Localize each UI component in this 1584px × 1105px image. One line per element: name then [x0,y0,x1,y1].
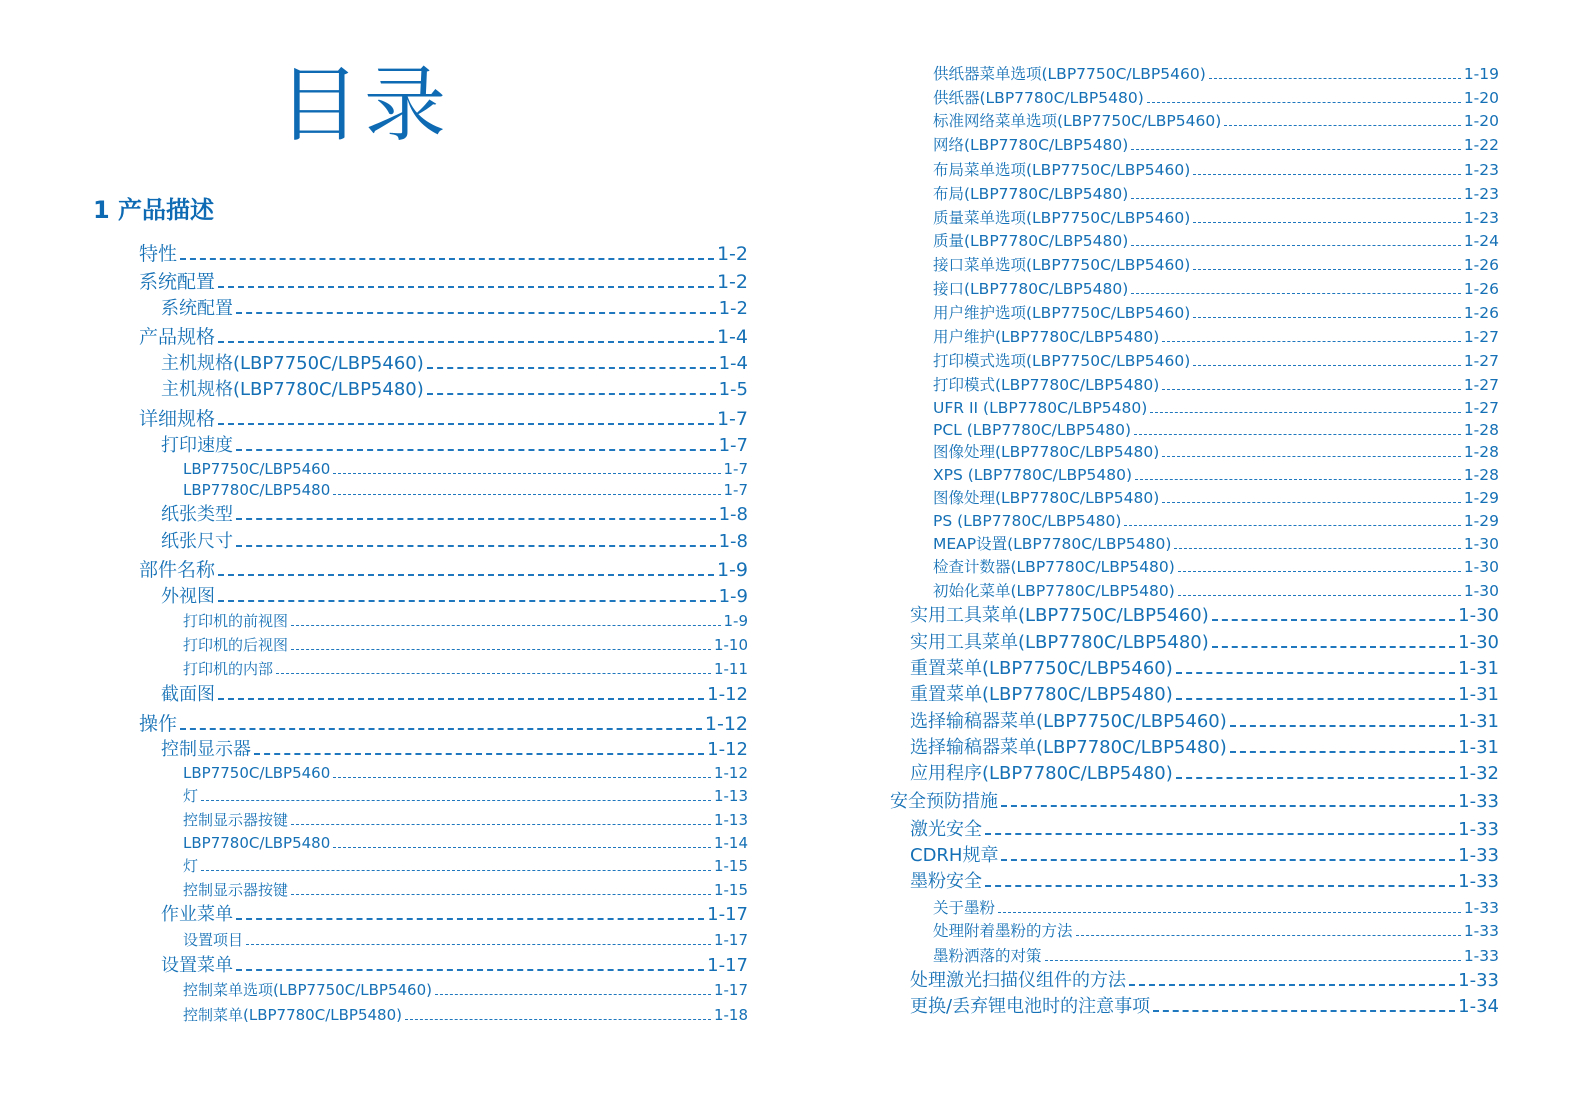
toc-leader-dots [218,574,714,576]
toc-leader-dots [1001,805,1455,807]
toc-entry[interactable] [933,920,1499,942]
toc-entry-title: 激光安全 [910,819,982,840]
toc-entry[interactable] [933,441,1499,463]
toc-entry-title: 操作 [139,713,178,735]
toc-leader-dots [291,625,720,626]
toc-entry-title: PCL (LBP7780C/LBP5480) [933,421,1131,439]
toc-entry-page: 1-33 [1458,791,1499,812]
toc-entry-page: 1-22 [1463,136,1499,154]
toc-leader-dots [1212,646,1455,648]
toc-leader-dots [333,494,720,495]
toc-entry[interactable] [933,230,1499,252]
toc-leader-dots [427,367,716,369]
toc-entry[interactable] [139,241,748,267]
toc-leader-dots [1150,412,1461,413]
toc-leader-dots [1147,102,1461,103]
toc-entry-title: 详细规格 [139,408,216,430]
toc-leader-dots [1176,698,1455,700]
toc-leader-dots [1176,672,1455,674]
toc-entry-title: 设置项目 [183,931,244,949]
toc-entry-title: 部件名称 [139,559,216,581]
toc-entry-page: 1-12 [707,739,748,760]
toc-entry-title: 选择输稿器菜单(LBP7750C/LBP5460) [910,711,1227,732]
toc-leader-dots [985,833,1455,835]
toc-entry-title: 截面图 [161,684,215,705]
toc-entry[interactable] [933,556,1499,578]
toc-entry-title: 打印速度 [161,435,233,456]
toc-leader-dots [291,824,711,825]
toc-leader-dots [218,698,704,700]
toc-leader-dots [427,393,716,395]
toc-entry-title: 初始化菜单(LBP7780C/LBP5480) [933,582,1175,600]
toc-entry-title: 供纸器菜单选项(LBP7750C/LBP5460) [933,65,1206,83]
toc-entry-page: 1-10 [713,636,748,654]
toc-leader-dots [1162,456,1461,457]
toc-entry-title: 主机规格(LBP7750C/LBP5460) [161,353,424,374]
toc-entry[interactable] [161,297,748,321]
toc-entry[interactable] [139,711,748,737]
toc-entry[interactable] [161,378,748,402]
toc-entry[interactable] [910,683,1499,707]
toc-entry-title: CDRH规章 [910,845,999,866]
toc-leader-dots [180,728,702,730]
toc-leader-dots [1209,78,1461,79]
toc-leader-dots [254,753,704,755]
toc-entry-page: 1-2 [716,243,748,265]
toc-entry[interactable] [139,406,748,432]
toc-entry-title: XPS (LBP7780C/LBP5480) [933,466,1132,484]
toc-entry-title: 标准网络菜单选项(LBP7750C/LBP5460) [933,112,1222,130]
toc-entry-page: 1-33 [1458,871,1499,892]
toc-entry-title: LBP7750C/LBP5460 [183,764,331,782]
toc-entry-page: 1-4 [718,353,748,374]
toc-leader-dots [1178,571,1461,572]
toc-leader-dots [333,777,711,778]
toc-entry-page: 1-26 [1463,304,1499,322]
toc-entry[interactable] [161,503,748,527]
toc-entry-page: 1-23 [1463,209,1499,227]
toc-leader-dots [180,258,714,260]
toc-entry-page: 1-27 [1463,328,1499,346]
toc-entry[interactable] [933,302,1499,324]
toc-entry-page: 1-19 [1463,65,1499,83]
toc-entry-page: 1-32 [1458,763,1499,784]
toc-entry-page: 1-17 [713,981,748,999]
toc-entry[interactable] [890,790,1499,814]
toc-entry-page: 1-7 [716,408,748,430]
toc-leader-dots [1162,502,1461,503]
toc-entry-title: 设置菜单 [161,955,233,976]
toc-entry-title: 打印模式选项(LBP7750C/LBP5460) [933,352,1191,370]
toc-entry-page: 1-12 [713,764,748,782]
toc-entry[interactable] [910,969,1499,993]
toc-entry-title: 用户维护(LBP7780C/LBP5480) [933,328,1160,346]
toc-entry[interactable] [933,63,1499,85]
toc-entry[interactable] [161,434,748,458]
toc-leader-dots [1001,859,1455,861]
toc-entry-title: LBP7780C/LBP5480 [183,834,331,852]
toc-entry[interactable] [933,326,1499,348]
toc-entry[interactable] [161,585,748,609]
toc-entry[interactable] [161,352,748,376]
toc-leader-dots [236,518,716,520]
toc-entry-title: 控制菜单选项(LBP7750C/LBP5460) [183,981,432,999]
toc-entry-title: 关于墨粉 [933,899,996,917]
toc-leader-dots [236,312,716,314]
toc-entry-title: 接口(LBP7780C/LBP5480) [933,280,1129,298]
toc-entry-page: 1-12 [707,684,748,705]
toc-entry-title: 处理附着墨粉的方法 [933,922,1073,940]
toc-entry[interactable] [183,856,748,877]
toc-entry[interactable] [933,183,1499,205]
toc-entry-page: 1-17 [713,931,748,949]
toc-entry[interactable] [910,762,1499,786]
toc-leader-dots [1176,777,1455,779]
toc-entry-page: 1-33 [1463,922,1499,940]
toc-entry[interactable] [933,254,1499,276]
toc-entry[interactable] [183,763,748,784]
page-title: 目录 [278,58,451,153]
toc-entry-title: 选择输稿器菜单(LBP7780C/LBP5480) [910,737,1227,758]
toc-entry-page: 1-30 [1463,582,1499,600]
toc-entry-page: 1-31 [1458,711,1499,732]
toc-leader-dots [236,449,716,451]
toc-entry-page: 1-24 [1463,232,1499,250]
toc-entry-page: 1-28 [1463,466,1499,484]
toc-entry-page: 1-7 [723,460,748,478]
toc-entry-title: 系统配置 [161,298,233,319]
toc-entry-page: 1-31 [1458,684,1499,705]
toc-entry[interactable] [910,995,1499,1019]
toc-entry-title: 用户维护选项(LBP7750C/LBP5460) [933,304,1191,322]
toc-leader-dots [1212,619,1455,621]
toc-entry-title: 接口菜单选项(LBP7750C/LBP5460) [933,256,1191,274]
toc-entry-title: 布局(LBP7780C/LBP5480) [933,185,1129,203]
toc-leader-dots [1193,222,1461,223]
toc-entry-title: 特性 [139,243,178,265]
toc-leader-dots [1129,984,1455,986]
toc-entry-title: PS (LBP7780C/LBP5480) [933,512,1122,530]
toc-leader-dots [1193,174,1461,175]
toc-entry[interactable] [910,604,1499,628]
toc-entry-title: 系统配置 [139,271,216,293]
toc-entry[interactable] [933,945,1499,967]
toc-entry[interactable] [183,980,748,1001]
toc-entry-page: 1-20 [1463,89,1499,107]
toc-leader-dots [201,870,711,871]
toc-leader-dots [201,800,711,801]
toc-entry-title: 质量菜单选项(LBP7750C/LBP5460) [933,209,1191,227]
toc-entry[interactable] [161,954,748,978]
toc-entry-title: 外视图 [161,586,215,607]
toc-entry-page: 1-11 [713,660,748,678]
toc-entry-page: 1-29 [1463,512,1499,530]
toc-entry-title: 打印机的后视图 [183,636,289,654]
toc-entry-page: 1-29 [1463,489,1499,507]
toc-entry[interactable] [933,87,1499,109]
toc-leader-dots [276,673,711,674]
toc-entry-title: 纸张尺寸 [161,531,233,552]
toc-leader-dots [236,545,716,547]
toc-entry-page: 1-33 [1458,970,1499,991]
toc-leader-dots [218,286,714,288]
toc-leader-dots [218,600,716,602]
toc-entry[interactable] [183,930,748,951]
toc-entry-title: 应用程序(LBP7780C/LBP5480) [910,763,1173,784]
toc-entry-page: 1-7 [723,481,748,499]
toc-leader-dots [1174,548,1460,549]
toc-entry-page: 1-15 [713,857,748,875]
toc-entry-page: 1-13 [713,811,748,829]
toc-entry[interactable] [183,880,748,901]
toc-entry-page: 1-20 [1463,112,1499,130]
toc-entry[interactable] [933,374,1499,396]
toc-entry-page: 1-28 [1463,443,1499,461]
toc-entry-title: 重置菜单(LBP7780C/LBP5480) [910,684,1173,705]
toc-entry-page: 1-13 [713,787,748,805]
toc-leader-dots [1131,198,1461,199]
toc-entry[interactable] [910,631,1499,655]
toc-leader-dots [333,473,720,474]
toc-entry[interactable] [183,480,748,501]
toc-entry-page: 1-17 [707,904,748,925]
toc-entry[interactable] [139,269,748,295]
toc-entry[interactable] [910,736,1499,760]
toc-entry[interactable] [933,207,1499,229]
toc-entry-page: 1-34 [1458,996,1499,1017]
toc-leader-dots [1230,751,1455,753]
toc-entry[interactable] [139,324,748,350]
toc-entry[interactable] [933,510,1499,532]
toc-entry-title: 处理激光扫描仪组件的方法 [910,970,1126,991]
toc-entry-page: 1-8 [718,504,748,525]
toc-entry-title: UFR II (LBP7780C/LBP5480) [933,399,1148,417]
toc-entry[interactable] [139,557,748,583]
toc-entry-page: 1-30 [1463,535,1499,553]
toc-entry-title: 控制菜单(LBP7780C/LBP5480) [183,1006,402,1024]
toc-entry[interactable] [910,710,1499,734]
toc-entry-page: 1-31 [1458,658,1499,679]
toc-leader-dots [405,1019,711,1020]
toc-entry[interactable] [933,419,1499,441]
toc-entry-page: 1-30 [1458,632,1499,653]
toc-entry-title: 墨粉安全 [910,871,982,892]
toc-entry-title: 打印模式(LBP7780C/LBP5480) [933,376,1160,394]
toc-entry[interactable] [183,635,748,656]
toc-entry-title: 打印机的前视图 [183,612,289,630]
toc-entry-page: 1-9 [718,586,748,607]
toc-entry-page: 1-27 [1463,399,1499,417]
toc-entry[interactable] [910,657,1499,681]
toc-entry[interactable] [183,459,748,480]
toc-entry-title: 产品规格 [139,326,216,348]
toc-entry-page: 1-17 [707,955,748,976]
toc-entry[interactable] [933,897,1499,919]
toc-entry-page: 1-31 [1458,737,1499,758]
toc-entry[interactable] [183,810,748,831]
toc-leader-dots [1153,1010,1455,1012]
toc-entry-title: 图像处理(LBP7780C/LBP5480) [933,443,1160,461]
toc-entry[interactable] [161,683,748,707]
toc-entry-title: 灯 [183,787,199,805]
toc-leader-dots [218,423,714,425]
toc-right-column [780,0,1584,1105]
toc-entry-page: 1-14 [713,834,748,852]
toc-entry-title: 图像处理(LBP7780C/LBP5480) [933,489,1160,507]
toc-entry-title: 控制显示器按键 [183,811,289,829]
toc-entry[interactable] [933,350,1499,372]
toc-leader-dots [1224,125,1461,126]
toc-entry-title: MEAP设置(LBP7780C/LBP5480) [933,535,1172,553]
toc-entry-page: 1-26 [1463,280,1499,298]
toc-leader-dots [1076,935,1461,936]
toc-entry-title: 作业菜单 [161,904,233,925]
toc-entry-page: 1-27 [1463,376,1499,394]
toc-entry-title: 更换/丢弃锂电池时的注意事项 [910,996,1151,1017]
toc-entry[interactable] [183,833,748,854]
toc-entry-title: 供纸器(LBP7780C/LBP5480) [933,89,1144,107]
toc-leader-dots [1162,341,1461,342]
toc-entry-title: 控制显示器按键 [183,881,289,899]
toc-entry-page: 1-7 [718,435,748,456]
chapter-heading: 1 产品描述 [93,196,215,224]
toc-entry-title: 控制显示器 [161,739,251,760]
toc-entry[interactable] [183,611,748,632]
toc-entry-page: 1-33 [1458,845,1499,866]
toc-entry[interactable] [161,738,748,762]
toc-leader-dots [1135,479,1461,480]
toc-entry-page: 1-18 [713,1006,748,1024]
toc-entry-title: 灯 [183,857,199,875]
toc-leader-dots [1178,595,1461,596]
toc-entry-page: 1-33 [1458,819,1499,840]
toc-entry-page: 1-27 [1463,352,1499,370]
toc-leader-dots [1193,365,1461,366]
toc-entry-title: 主机规格(LBP7780C/LBP5480) [161,379,424,400]
toc-entry[interactable] [161,530,748,554]
toc-entry-page: 1-28 [1463,421,1499,439]
toc-leader-dots [1230,725,1455,727]
toc-leader-dots [1193,269,1461,270]
toc-leader-dots [998,912,1461,913]
toc-entry[interactable] [161,903,748,927]
toc-entry-title: LBP7780C/LBP5480 [183,481,331,499]
toc-entry[interactable] [933,487,1499,509]
toc-entry-page: 1-5 [718,379,748,400]
toc-entry[interactable] [183,659,748,680]
toc-entry-title: 打印机的内部 [183,660,274,678]
toc-leader-dots [291,894,711,895]
toc-leader-dots [1162,389,1461,390]
toc-leader-dots [291,649,711,650]
toc-leader-dots [236,969,704,971]
toc-entry-title: 实用工具菜单(LBP7750C/LBP5460) [910,605,1209,626]
toc-entry-title: 重置菜单(LBP7750C/LBP5460) [910,658,1173,679]
toc-entry-page: 1-33 [1463,947,1499,965]
toc-entry[interactable] [933,134,1499,156]
toc-leader-dots [1131,293,1461,294]
toc-leader-dots [1045,960,1461,961]
toc-entry[interactable] [933,159,1499,181]
toc-entry-title: 网络(LBP7780C/LBP5480) [933,136,1129,154]
toc-entry[interactable] [910,844,1499,868]
toc-entry-title: LBP7750C/LBP5460 [183,460,331,478]
toc-leader-dots [333,847,711,848]
toc-entry-page: 1-15 [713,881,748,899]
toc-entry-page: 1-23 [1463,185,1499,203]
toc-leader-dots [246,944,711,945]
toc-leader-dots [1124,525,1460,526]
toc-entry[interactable] [933,278,1499,300]
toc-leader-dots [218,341,714,343]
toc-entry-page: 1-4 [716,326,748,348]
toc-entry-page: 1-8 [718,531,748,552]
toc-entry-page: 1-33 [1463,899,1499,917]
toc-entry-title: 纸张类型 [161,504,233,525]
toc-entry[interactable] [910,818,1499,842]
toc-entry[interactable] [183,786,748,807]
toc-entry[interactable] [933,580,1499,602]
toc-leader-dots [1193,317,1461,318]
toc-entry-title: 布局菜单选项(LBP7750C/LBP5460) [933,161,1191,179]
toc-entry[interactable] [910,870,1499,894]
toc-leader-dots [985,885,1455,887]
toc-entry-title: 实用工具菜单(LBP7780C/LBP5480) [910,632,1209,653]
toc-leader-dots [1131,149,1461,150]
toc-entry-page: 1-30 [1458,605,1499,626]
toc-entry[interactable] [933,110,1499,132]
toc-entry-title: 墨粉洒落的对策 [933,947,1042,965]
toc-entry[interactable] [183,1005,748,1026]
toc-entry-page: 1-2 [718,298,748,319]
toc-entry-title: 质量(LBP7780C/LBP5480) [933,232,1129,250]
toc-entry[interactable] [933,397,1499,419]
toc-entry-title: 安全预防措施 [890,791,998,812]
toc-entry-page: 1-9 [716,559,748,581]
toc-entry[interactable] [933,533,1499,555]
toc-entry-page: 1-12 [704,713,748,735]
toc-left-column [0,0,780,1105]
toc-entry-page: 1-9 [723,612,748,630]
toc-entry-page: 1-26 [1463,256,1499,274]
toc-entry[interactable] [933,464,1499,486]
toc-leader-dots [1131,245,1461,246]
toc-entry-title: 检查计数器(LBP7780C/LBP5480) [933,558,1175,576]
toc-leader-dots [1134,434,1461,435]
toc-entry-page: 1-23 [1463,161,1499,179]
toc-leader-dots [435,994,711,995]
toc-entry-page: 1-30 [1463,558,1499,576]
toc-leader-dots [236,918,704,920]
toc-entry-page: 1-2 [716,271,748,293]
